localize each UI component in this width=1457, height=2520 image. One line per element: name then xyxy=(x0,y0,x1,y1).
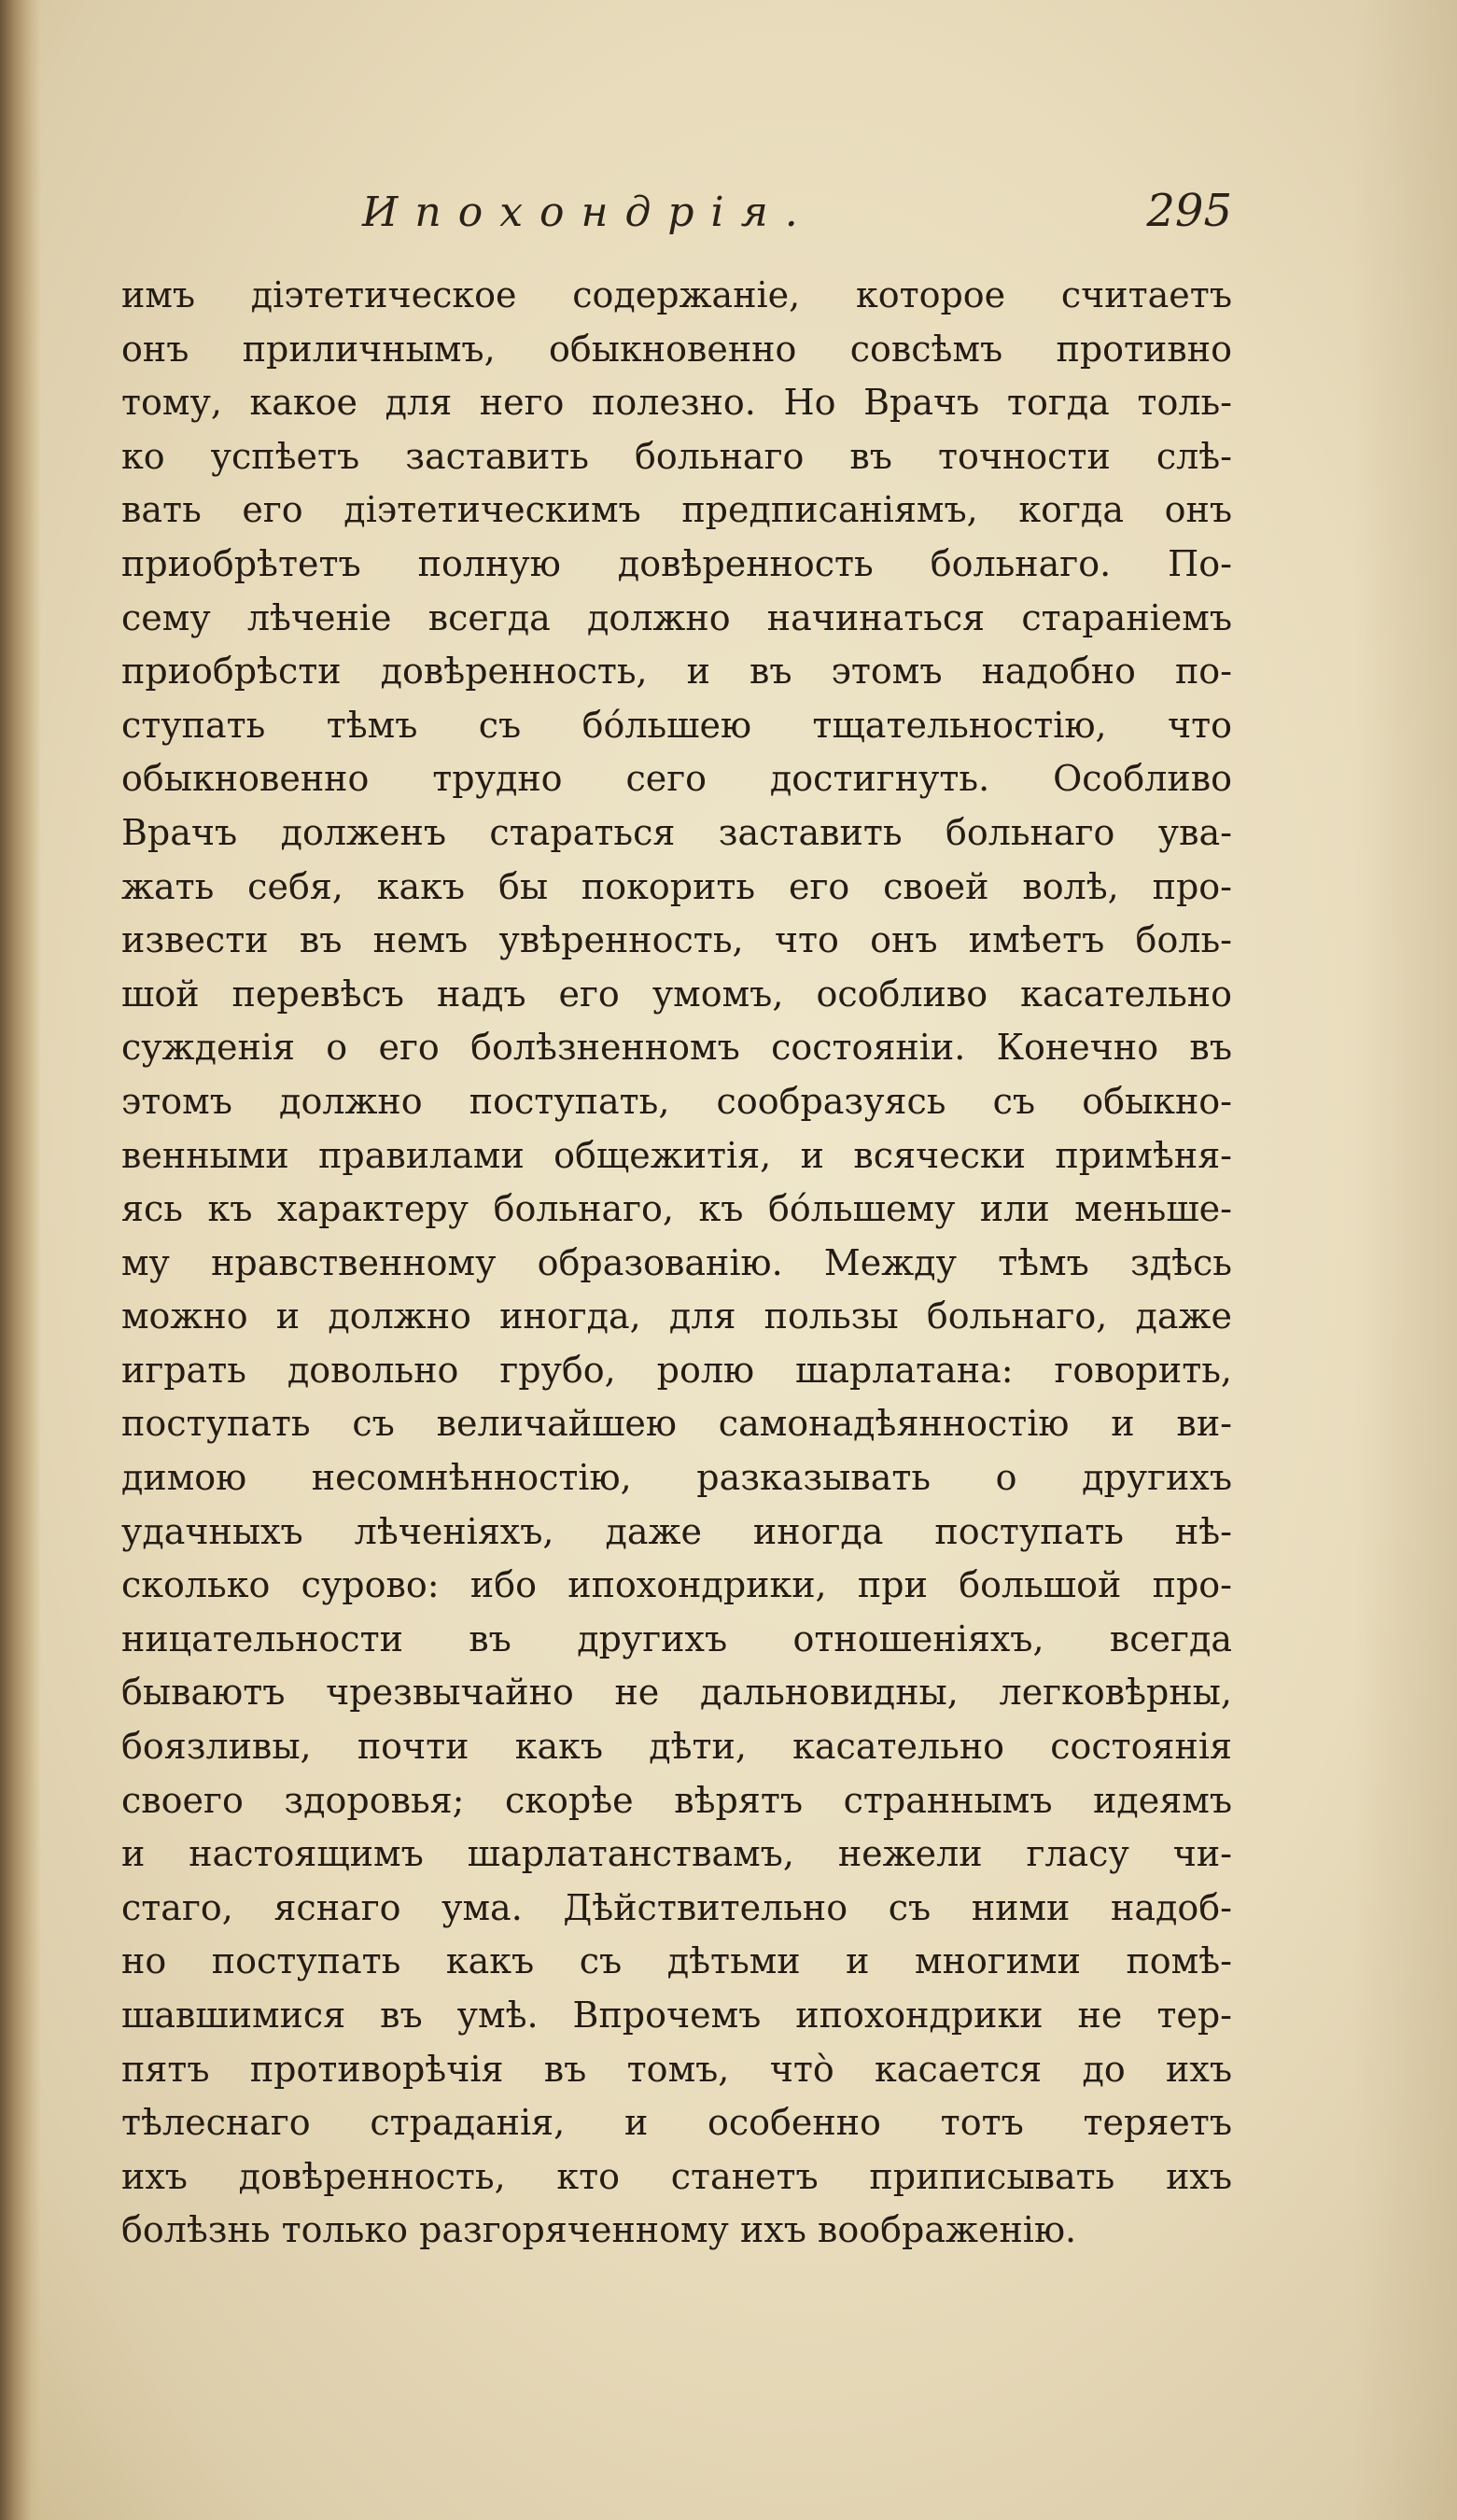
text-line: сужденія о его болѣзненномъ состояніи. Конечно въ xyxy=(121,1027,1232,1069)
page-header xyxy=(121,185,1232,250)
text-line: жать себя, какъ бы покорить его своей волѣ, про- xyxy=(121,865,1232,907)
text-line: му нравственному образованію. Между тѣмъ здѣсь xyxy=(121,1241,1232,1283)
text-line: шой перевѣсъ надъ его умомъ, особливо касательно xyxy=(121,973,1232,1015)
text-line: ко успѣетъ заставить больнаго въ точности слѣ- xyxy=(121,435,1232,477)
text-line: стаго, яснаго ума. Дѣйствительно съ ними надоб- xyxy=(121,1886,1232,1928)
body-text xyxy=(121,269,1232,2258)
text-line: имъ діэтетическое содержаніе, которое считаетъ xyxy=(121,274,1232,315)
text-line: приобрѣтетъ полную довѣренность больнаго. По- xyxy=(121,542,1232,584)
text-line: вать его діэтетическимъ предписаніямъ, когда онъ xyxy=(121,489,1232,531)
text-line: и настоящимъ шарлатанствамъ, нежели гласу чи- xyxy=(121,1833,1232,1875)
text-line: сколько сурово: ибо ипохондрики, при большой про- xyxy=(121,1564,1232,1606)
text-line: ихъ довѣренность, кто станетъ приписывать ихъ xyxy=(121,2155,1232,2197)
text-line: болѣзнь только разгоряченному ихъ воображенію. xyxy=(121,2209,1077,2251)
text-line: извести въ немъ увѣренность, что онъ имѣетъ боль- xyxy=(121,919,1232,961)
text-line: но поступать какъ съ дѣтьми и многими помѣ- xyxy=(121,1940,1232,1982)
text-line: приобрѣсти довѣренность, и въ этомъ надобно по- xyxy=(121,651,1232,693)
text-line: пятъ противорѣчія въ томъ, что̀ касается до ихъ xyxy=(121,2048,1232,2090)
page-edge-stain xyxy=(1353,0,1457,2520)
text-line: онъ приличнымъ, обыкновенно совсѣмъ противно xyxy=(121,328,1232,370)
text-line: тѣлеснаго страданія, и особенно тотъ теряетъ xyxy=(121,2102,1232,2144)
text-line: Врачъ долженъ стараться заставить больнаго ува- xyxy=(121,811,1232,853)
text-line: ницательности въ другихъ отношеніяхъ, всегда xyxy=(121,1617,1232,1659)
text-line: ясь къ характеру больнаго, къ бо́льшему или меньше- xyxy=(121,1188,1232,1230)
text-line: играть довольно грубо, ролю шарлатана: говорить, xyxy=(121,1349,1232,1391)
text-line: этомъ должно поступать, сообразуясь съ обыкно- xyxy=(121,1080,1232,1122)
text-line: димою несомнѣнностію, разказывать о другихъ xyxy=(121,1457,1232,1499)
text-line: венными правилами общежитія, и всячески примѣня- xyxy=(121,1134,1232,1176)
text-line: бываютъ чрезвычайно не дальновидны, легковѣрны, xyxy=(121,1672,1232,1714)
text-line: боязливы, почти какъ дѣти, касательно состоянія xyxy=(121,1726,1232,1768)
text-line: удачныхъ лѣченіяхъ, даже иногда поступать нѣ- xyxy=(121,1510,1232,1552)
text-line: можно и должно иногда, для пользы больнаго, даже xyxy=(121,1295,1232,1337)
text-line: сему лѣченіе всегда должно начинаться стараніемъ xyxy=(121,596,1232,638)
text-line: поступать съ величайшею самонадѣянностію и ви- xyxy=(121,1403,1232,1445)
text-line: шавшимися въ умѣ. Впрочемъ ипохондрики не тер- xyxy=(121,1995,1232,2036)
text-line: обыкновенно трудно сего достигнуть. Особливо xyxy=(121,758,1232,800)
text-line: ступать тѣмъ съ бо́льшею тщательностію, что xyxy=(121,704,1232,746)
running-title: Ипохондрія. xyxy=(362,189,815,236)
page-number: 295 xyxy=(1146,185,1232,237)
text-line: своего здоровья; скорѣе вѣрятъ страннымъ идеямъ xyxy=(121,1779,1232,1821)
text-line: тому, какое для него полезно. Но Врачъ тогда толь- xyxy=(121,382,1232,424)
binding-shadow xyxy=(0,0,41,2520)
